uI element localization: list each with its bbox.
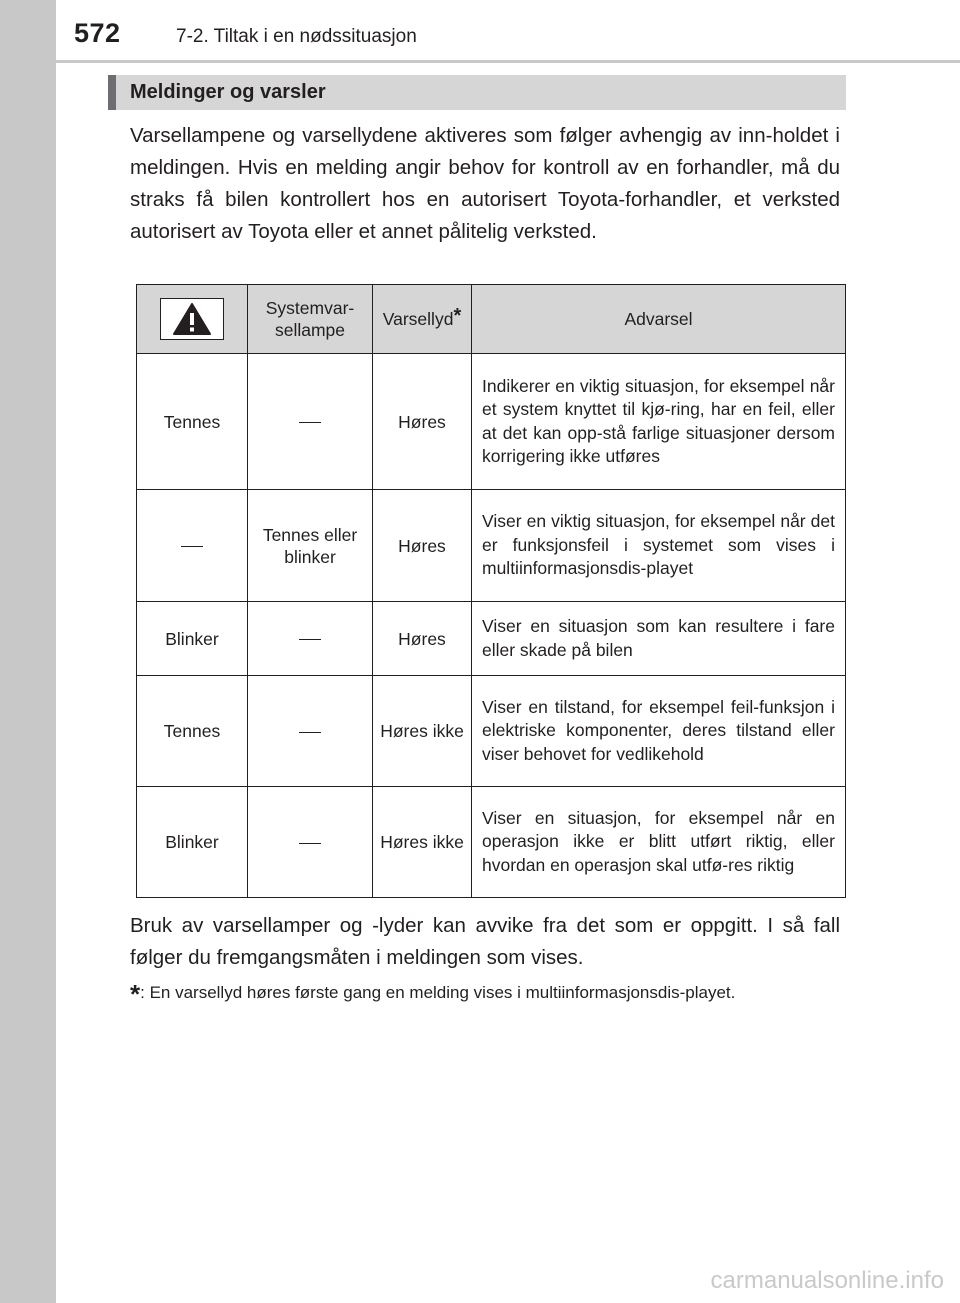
row1-system-lamp <box>248 354 373 490</box>
row2-description: Viser en viktig situasjon, for eksempel når det er funksjonsfeil i systemet som vises i multiinformasjonsdis-playet <box>472 490 846 602</box>
table-row <box>137 490 846 602</box>
row1-master-lamp: Tennes <box>137 354 248 490</box>
side-strip <box>0 0 56 1303</box>
header-sound-mark: * <box>453 305 462 327</box>
section-header <box>108 75 846 110</box>
warning-table <box>136 284 846 898</box>
dash-mark <box>299 732 321 733</box>
footnote <box>130 976 840 1009</box>
chapter-title: 7-2. Tiltak i en nødssituasjon <box>176 26 417 47</box>
row4-description: Viser en tilstand, for eksempel feil-funksjon i elektriske komponenter, deres tilstand eller viser behovet for vedlikehold <box>472 676 846 787</box>
row5-sound: Høres ikke <box>373 787 472 898</box>
intro-paragraph: Varsellampene og varsellydene aktiveres som følger avhengig av inn-holdet i meldingen. Hvis en melding angir behov for kontroll av en forhandler, må du straks få bilen kontrollert hos en autorisert Toyota-forhandler, et verksted autorisert av Toyota eller et annet pålitelig verksted. <box>130 124 840 243</box>
row3-system-lamp <box>248 602 373 676</box>
row4-master-lamp: Tennes <box>137 676 248 787</box>
row2-system-lamp: Tennes eller blinker <box>248 490 373 602</box>
row5-system-lamp <box>248 787 373 898</box>
header-system-lamp: Systemvar-sellampe <box>248 285 373 354</box>
table-row <box>137 676 846 787</box>
header-sound-label: Varsellyd <box>382 309 454 329</box>
row4-sound: Høres ikke <box>373 676 472 787</box>
header-warning: Advarsel <box>472 285 846 354</box>
table-row <box>137 602 846 676</box>
row1-sound: Høres <box>373 354 472 490</box>
row2-sound: Høres <box>373 490 472 602</box>
dash-mark <box>299 843 321 844</box>
row3-master-lamp: Blinker <box>137 602 248 676</box>
row5-master-lamp: Blinker <box>137 787 248 898</box>
header-sound <box>373 285 472 354</box>
row3-sound: Høres <box>373 602 472 676</box>
page-number: 572 <box>74 18 121 48</box>
section-title: Meldinger og varsler <box>130 81 326 103</box>
footnote-mark: * <box>130 979 141 1009</box>
row2-master-lamp <box>137 490 248 602</box>
row1-description: Indikerer en viktig situasjon, for eksempel når et system knyttet til kjø-ring, har en feil, eller at det kan opp-stå farlige situasjoner dersom korrigering ikke utføres <box>472 354 846 490</box>
footnote-text: : En varsellyd høres første gang en melding vises i multiinformasjonsdis-playet. <box>140 983 736 1002</box>
row4-system-lamp <box>248 676 373 787</box>
header-rule <box>56 60 960 63</box>
table-row <box>137 354 846 490</box>
table-header-row <box>137 285 846 354</box>
header-icon-cell <box>137 285 248 354</box>
watermark: carmanualsonline.info <box>710 1267 944 1294</box>
table-row <box>137 787 846 898</box>
after-table-paragraph: Bruk av varsellamper og -lyder kan avvike fra det som er oppgitt. I så fall følger du fremgangsmåten i meldingen som vises. <box>130 914 840 969</box>
dash-mark <box>181 546 203 547</box>
row5-description: Viser en situasjon, for eksempel når en operasjon ikke er blitt utført riktig, eller hvordan en operasjon skal utfø-res riktig <box>472 787 846 898</box>
warning-triangle-icon <box>160 298 224 340</box>
row3-description: Viser en situasjon som kan resultere i fare eller skade på bilen <box>472 602 846 676</box>
dash-mark <box>299 422 321 423</box>
dash-mark <box>299 639 321 640</box>
